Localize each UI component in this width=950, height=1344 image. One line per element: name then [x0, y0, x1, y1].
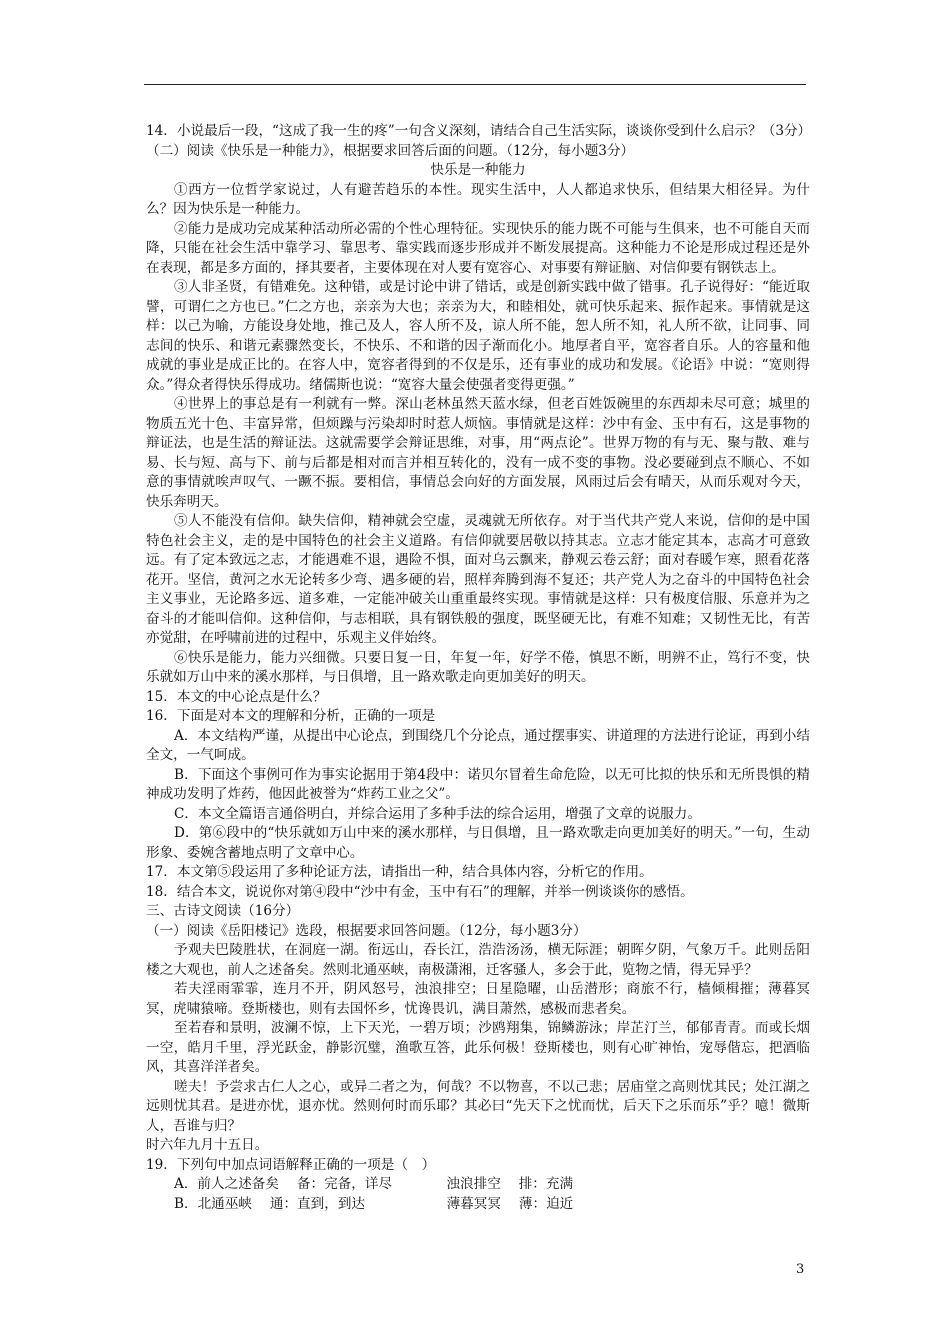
paragraph: 若夫淫雨霏霏，连月不开，阴风怒号，浊浪排空；日星隐曜，山岳潜形；商旅不行，樯倾楫摧；薄暮冥冥，虎啸猿啼。登斯楼也，则有去国怀乡，忧谗畏讥，满目萧然，感极而悲者矣。: [146, 981, 810, 1017]
paragraph: B．下面这个事例可作为事实论据用于第4段中：诺贝尔冒着生命危险，以无可比拟的快乐和无所畏惧的精神成功发明了炸药，他因此被誉为“炸药工业之父”。: [146, 766, 810, 802]
page-body: [146, 122, 810, 1214]
paragraph: （二）阅读《快乐是一种能力》，根据要求回答后面的问题。（12分，每小题3分）: [146, 142, 635, 159]
paragraph: 嗟夫！予尝求古仁人之心，或异二者之为，何哉？不以物喜，不以己悲；居庙堂之高则忧其民；处江湖之远则忧其君。是进亦忧，退亦忧。然则何时而乐耶？其必曰“先天下之忧而忧，后天下之乐而乐”乎？噫！微斯人，吾谁与归？: [146, 1078, 810, 1134]
page-number: 3: [796, 1262, 805, 1277]
paragraph: 19．下列句中加点词语解释正确的一项是（ ）: [146, 1156, 436, 1173]
paragraph: 三、古诗文阅读（16分）: [146, 903, 300, 919]
paragraph: ②能力是成功完成某种活动所必需的个性心理特征。实现快乐的能力既不可能与生俱来，也不可能自天而降，只能在社会生活中靠学习、靠思考、靠实践而逐步形成并不断发展提高。这种能力不论是形成过程还是外在表现，都是多方面的，择其要者，主要体现在对人要有宽容心、对事要有辩证脑、对信仰要有钢铁志上。: [146, 220, 810, 276]
paragraph: 至若春和景明，波澜不惊，上下天光，一碧万顷；沙鸥翔集，锦鳞游泳；岸芷汀兰，郁郁青青。而或长烟一空，皓月千里，浮光跃金，静影沉璧，渔歌互答，此乐何极！登斯楼也，则有心旷神怡，宠辱偕忘，把酒临风，其喜洋洋者矣。: [146, 1020, 810, 1075]
paragraph: 时六年九月十五日。: [146, 1137, 269, 1153]
paragraph: （一）阅读《岳阳楼记》选段，根据要求回答问题。（12分，每小题3分）: [146, 922, 587, 939]
paragraph: 18．结合本文，说说你对第④段中“沙中有金，玉中有石”的理解，并举一例谈谈你的感悟。: [146, 883, 694, 900]
paragraph: A．前人之述备矣 备：完备，详尽 浊浪排空 排：充满: [174, 1176, 574, 1192]
paragraph: C．本文全篇语言通俗明白，并综合运用了多种手法的综合运用，增强了文章的说服力。: [174, 805, 701, 822]
paragraph: 予观夫巴陵胜状，在洞庭一湖。衔远山，吞长江，浩浩汤汤，横无际涯；朝晖夕阴，气象万千。此则岳阳楼之大观也，前人之述备矣。然则北通巫峡，南极潇湘，迁客骚人，多会于此，览物之情，得无异乎？: [146, 942, 810, 978]
paragraph: ④世界上的事总是有一利就有一弊。深山老林虽然天蓝水绿，但老百姓饭碗里的东西却未尽可意；城里的物质五光十色、丰富异常，但烦躁与污染却时时惹人烦恼。事情就是这样：沙中有金、玉中有石，这是事物的辩证法，也是生活的辩证法。这就需要学会辩证思维，对事，用“两点论”。世界万物的有与无、聚与散、难与易、长与短、高与下、前与后都是相对而言并相互转化的，没有一成不变的事物。没必要碰到点不顺心、不如意的事情就唉声叹气、一蹶不振。要相信，事情总会向好的方面发展，风雨过后会有晴天，从而乐观对今天，快乐奔明天。: [146, 396, 810, 510]
paragraph: ⑥快乐是能力，能力兴细微。只要日复一日，年复一年，好学不倦，慎思不断，明辨不止，笃行不变，快乐就如万山中来的溪水那样，与日俱增，且一路欢歌走向更加美好的明天。: [146, 649, 810, 685]
header-rule: [144, 84, 806, 85]
paragraph: ①西方一位哲学家说过，人有避苦趋乐的本性。现实生活中，人人都追求快乐，但结果大相径异。为什么？因为快乐是一种能力。: [146, 181, 810, 217]
paragraph: ③人非圣贤，有错难免。这种错，或是讨论中讲了错话，或是创新实践中做了错事。孔子说得好：“能近取譬，可谓仁之方也已。”仁之方也，亲亲为大也；亲亲为大，和睦相处，就可快乐起来、振作起来。事情就是这样：以己为喻，方能设身处地，推己及人，容人所不及，谅人所不能，恕人所不知，礼人所不欲，让同事、同志间的快乐、和谐元素骤然变长，不快乐、不和谐的因子渐而化小。地厚者自平，宽容者自乐。人的容量和他成就的事业是成正比的。在容人中，宽容者得到的不仅是乐，还有事业的成功和发展。《论语》中说：“宽则得众。”得众者得快乐得成功。绪儒斯也说：“宽容大量会使强者变得更强。”: [146, 279, 810, 393]
paragraph: 快乐是一种能力: [430, 162, 526, 178]
paragraph: D．第⑥段中的“快乐就如万山中来的溪水那样，与日俱增，且一路欢歌走向更加美好的明天。”一句，生动形象、委婉含蓄地点明了文章中心。: [146, 825, 810, 861]
paragraph: 16．下面是对本文的理解和分析，正确的一项是: [146, 708, 436, 724]
paragraph: 17．本文第⑤段运用了多种论证方法，请指出一种，结合具体内容，分析它的作用。: [146, 864, 653, 880]
paragraph: ⑤人不能没有信仰。缺失信仰，精神就会空虚，灵魂就无所依存。对于当代共产党人来说，信仰的是中国特色社会主义，走的是中国特色的社会主义道路。有信仰就要居敬以持其志。立志才能定其本，志高才可意致远。有了定本致远之志，才能遇难不退，遇险不惧，面对乌云飘来，静观云卷云舒；面对春暖乍寒，照看花落花开。坚信，黄河之水无论转多少弯、遇多硬的岩，照样奔腾到海不复还；共产党人为之奋斗的中国特色社会主义事业，无论路多远、道多难，一定能冲破关山重重最终实现。事情就是这样：只有极度信服、乐意并为之奋斗的才能叫信仰。这种信仰，与志相联，具有钢铁般的强度，既坚硬无比，有难不知难；又韧性无比，有苦亦觉甜，在呼啸前进的过程中，乐观主义伴始终。: [146, 513, 810, 646]
paragraph: 14．小说最后一段，“这成了我一生的疼”一句含义深刻，请结合自己生活实际，谈谈你受到什么启示？（3分）: [146, 123, 812, 139]
paragraph: B．北通巫峡 通：直到，到达 薄暮冥冥 薄：迫近: [174, 1195, 574, 1212]
paragraph: 15．本文的中心论点是什么？: [146, 688, 327, 705]
paragraph: A．本文结构严谨，从提出中心论点，到围绕几个分论点，通过摆事实、讲道理的方法进行论证，再到小结全文，一气呵成。: [146, 727, 810, 763]
